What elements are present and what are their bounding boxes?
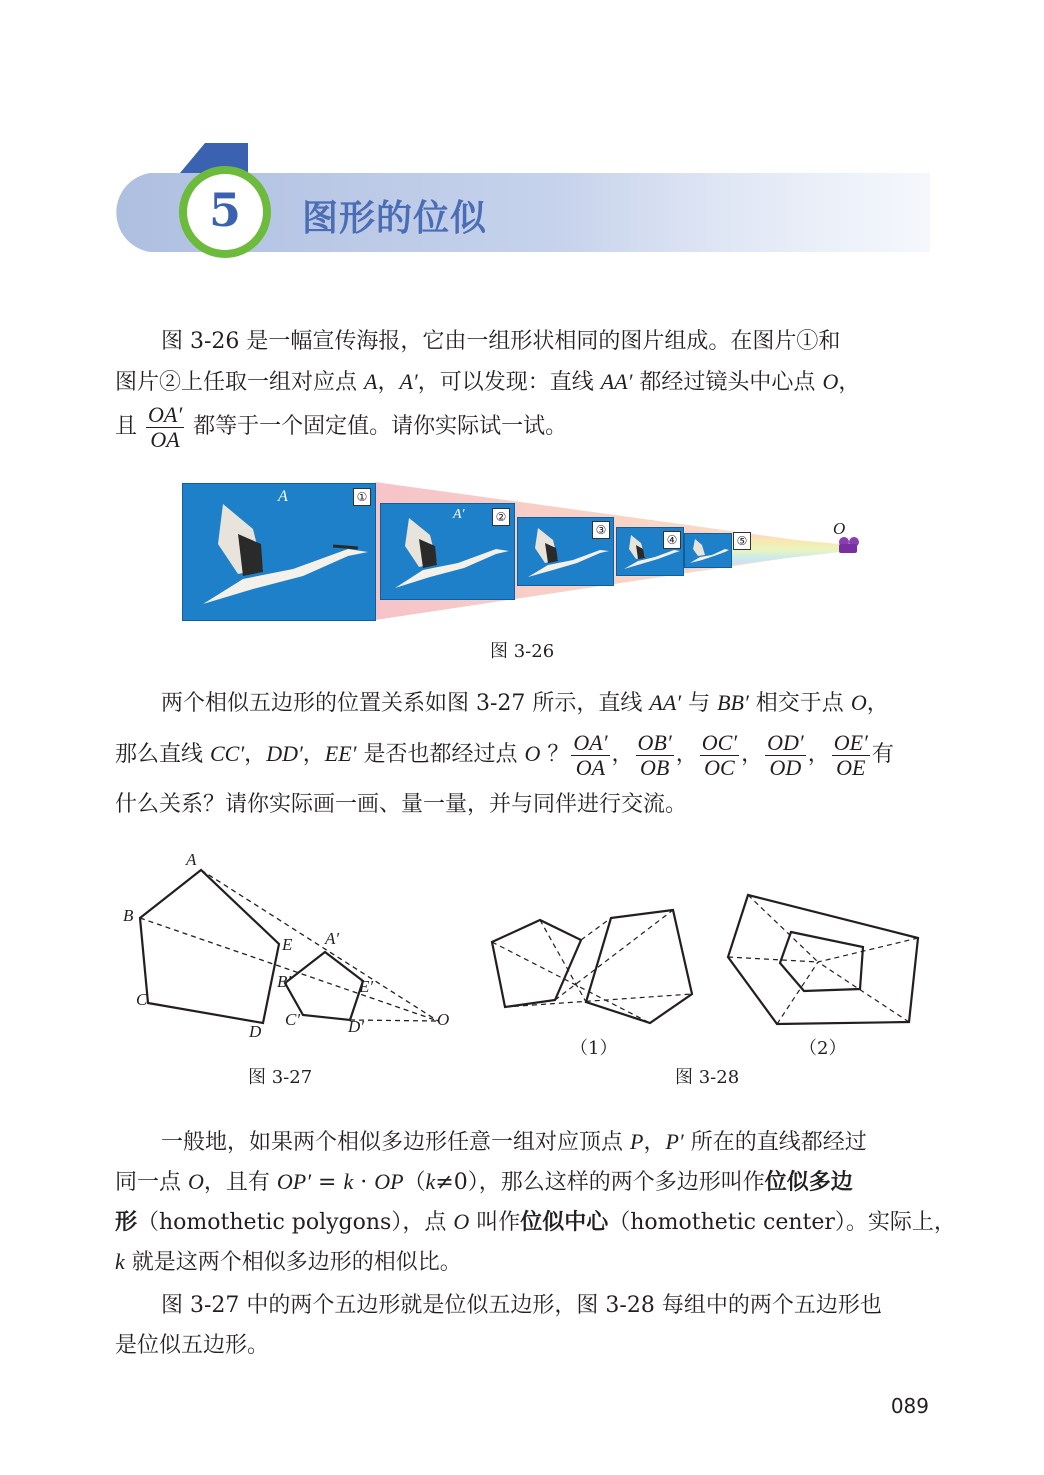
segment-label: OP: [374, 1169, 404, 1194]
text: ，: [244, 742, 267, 767]
line-label: CC′: [210, 741, 245, 766]
line-label: EE′: [324, 741, 357, 766]
badge-3: ③: [592, 521, 610, 539]
point-label: O: [850, 690, 867, 715]
p2-line-3: 什么关系？请你实际画一画、量一量，并与同伴进行交流。: [115, 792, 688, 817]
text: 就是这两个相似多边形的相似比。: [124, 1250, 462, 1275]
p1-line-2: [115, 362, 930, 402]
text: 两个相似五边形的位置关系如图 3-27 所示，直线: [161, 691, 650, 716]
crane-photo-2: [380, 503, 515, 600]
fraction-numerator: OA′: [148, 401, 183, 427]
fraction-numerator: OE′: [833, 729, 868, 755]
text: 是否也都经过点: [356, 742, 525, 767]
paragraph-4: [115, 1286, 930, 1366]
text: ，: [302, 742, 325, 767]
p1-line-1: 图 3-26 是一幅宣传海报，它由一组形状相同的图片组成。在图片①和: [161, 329, 841, 354]
fraction-numerator: OC′: [701, 729, 738, 755]
label-o: O: [437, 1010, 450, 1029]
point-label: O: [188, 1169, 204, 1194]
term-bold: 位似多边: [764, 1170, 853, 1195]
p4-line-1: 图 3-27 中的两个五边形就是位似五边形，图 3-28 每组中的两个五边形也: [161, 1293, 882, 1318]
text: =: [311, 1170, 344, 1195]
p2-line-1: [115, 683, 930, 723]
crane-icon: [685, 534, 731, 567]
fraction-denominator: OD: [769, 754, 802, 780]
text: 相交于点: [748, 691, 851, 716]
figure-3-28-sub-1: （1）: [570, 1038, 618, 1059]
label-e-prime: E′: [359, 977, 374, 996]
text: 都等于一个固定值。请你实际试一试。: [186, 414, 568, 439]
crane-photo-5: [684, 533, 748, 568]
point-a-label: A: [278, 488, 288, 505]
badge-4: ④: [663, 531, 681, 549]
p3-line-2: [115, 1162, 930, 1202]
variable-k: k: [115, 1249, 125, 1274]
paragraph-1: [115, 322, 930, 452]
line-label: AA′: [600, 369, 633, 394]
line-label: BB′: [717, 690, 749, 715]
badge-2: ②: [492, 508, 510, 526]
point-o-label: O: [833, 519, 846, 538]
fraction-denominator: OA: [575, 754, 606, 780]
point-label: O: [453, 1209, 470, 1234]
label-e: E: [282, 935, 293, 954]
label-a-prime: A′: [325, 929, 340, 948]
p2-line-2: 那么直线 CC′，DD′，EE′ 是否也都经过点 O ？ $\frac{OA'}{OA}$ ， $\frac{OB'}{OB}$ ， $\frac{OC'}{OC}$ ， $\frac{OD'}{OD}$ ， $\frac{OE'}{OE}$ 有: [115, 729, 894, 780]
label-d: D: [249, 1022, 262, 1041]
ratio-fraction-b: [636, 731, 674, 780]
point-label: O: [822, 369, 839, 394]
label-b: B: [123, 906, 134, 925]
text: 都经过镜头中心点: [632, 370, 823, 395]
text: ，可以发现：直线: [417, 370, 601, 395]
point-label: A′: [399, 369, 418, 394]
point-a-prime-label: A′: [453, 507, 465, 522]
p3-line-4: [115, 1242, 930, 1282]
text: 那么直线: [115, 742, 210, 767]
fraction-denominator: OA: [150, 426, 180, 452]
section-number: 5: [208, 183, 241, 237]
text: 图片②上任取一组对应点: [115, 370, 364, 395]
point-label: P: [630, 1129, 644, 1154]
text: ，: [838, 370, 861, 395]
figure-3-28-part-1: [492, 910, 692, 1023]
ratio-fraction-c: [700, 731, 739, 780]
camera-icon: [839, 537, 859, 553]
term-bold: 位似中心: [520, 1210, 609, 1235]
section-title: 图形的位似: [302, 198, 488, 239]
text: 一般地，如果两个相似多边形任意一组对应顶点: [161, 1130, 630, 1155]
figure-3-28-part-2: [728, 895, 918, 1024]
text: （homothetic center）。实际上，: [608, 1210, 956, 1235]
point-label: P′: [665, 1129, 684, 1154]
line-label: AA′: [649, 690, 682, 715]
ratio-fraction-e: [832, 731, 870, 780]
label-a: A: [186, 850, 197, 869]
variable-k: k: [343, 1169, 354, 1194]
term-bold: 形: [115, 1210, 138, 1235]
text: ·: [353, 1170, 375, 1195]
figure-3-27-caption: 图 3-27: [248, 1067, 313, 1088]
text: （: [403, 1170, 426, 1195]
figure-3-28-sub-2: （2）: [799, 1038, 847, 1059]
text: （homothetic polygons），点: [137, 1210, 454, 1235]
point-label: A: [364, 369, 378, 394]
crane-photo-1: [182, 483, 376, 621]
ratio-fraction-a: [571, 731, 609, 780]
paragraph-3: [115, 1122, 956, 1282]
point-label: O: [524, 741, 541, 766]
text: 且: [115, 414, 144, 439]
ratio-fraction-d: [765, 731, 806, 780]
text: 同一点: [115, 1170, 188, 1195]
fraction-denominator: OB: [639, 754, 670, 780]
text: ，: [866, 691, 889, 716]
label-c: C: [136, 990, 148, 1009]
text: ，: [377, 370, 400, 395]
paragraph-2: [115, 683, 930, 825]
figure-3-28-diagram: [480, 890, 930, 1030]
label-c-prime: C′: [285, 1010, 301, 1029]
segment-label: OP′: [276, 1169, 312, 1194]
text: ，且有: [203, 1170, 277, 1195]
badge-1: ①: [353, 488, 371, 506]
text: ，: [643, 1130, 666, 1155]
p1-line-3: [115, 402, 930, 452]
badge-5: ⑤: [733, 532, 751, 550]
text: 与: [681, 691, 718, 716]
fraction-numerator: OA′: [573, 729, 608, 755]
text: ≠0），那么这样的两个多边形叫作: [435, 1170, 765, 1195]
text: 所在的直线都经过: [683, 1130, 867, 1155]
line-label: DD′: [266, 741, 303, 766]
figure-3-26-caption: 图 3-26: [490, 641, 555, 662]
text: 叫作: [469, 1210, 521, 1235]
crane-photo-4: [616, 527, 684, 576]
large-pentagon: [140, 870, 279, 1023]
p3-line-1: [115, 1122, 930, 1162]
label-b-prime: B′: [277, 972, 292, 991]
p3-line-3: [115, 1202, 956, 1242]
figure-3-28-caption: 图 3-28: [675, 1067, 740, 1088]
fraction-numerator: OB′: [637, 729, 672, 755]
ratio-fraction: [146, 403, 184, 452]
label-d-prime: D′: [348, 1017, 364, 1036]
p4-line-2: 是位似五边形。: [115, 1333, 270, 1358]
crane-photo-3: [517, 517, 614, 586]
text: ？: [540, 742, 570, 767]
fraction-denominator: OC: [704, 754, 735, 780]
page-number: 089: [890, 1394, 929, 1418]
fraction-numerator: OD′: [767, 729, 804, 755]
text: 有: [871, 742, 894, 767]
fraction-denominator: OE: [836, 754, 866, 780]
variable-k: k: [425, 1169, 436, 1194]
